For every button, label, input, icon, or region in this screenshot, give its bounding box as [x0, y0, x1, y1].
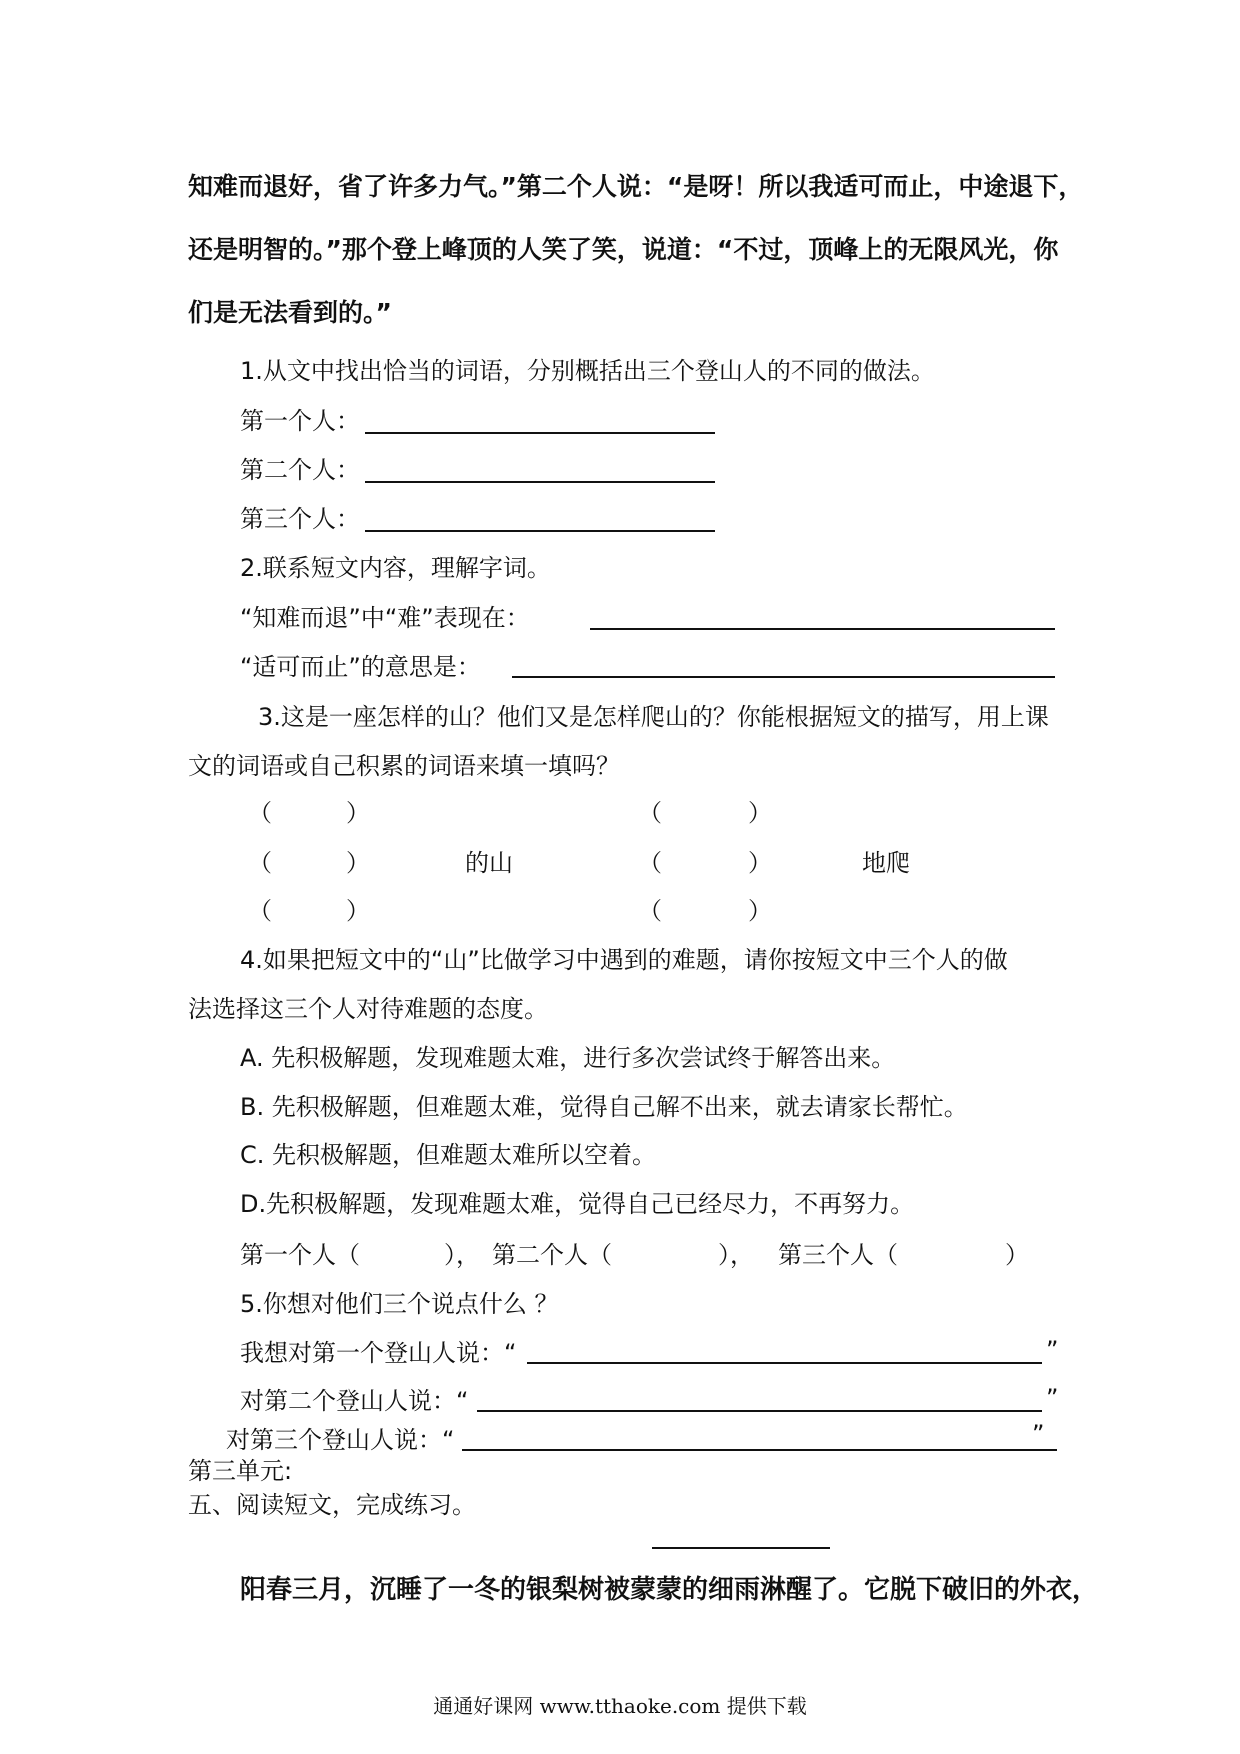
q3-paren-open: （ [248, 849, 272, 877]
q5-close-quote: ” [1032, 1420, 1045, 1448]
q2-part-b-blank[interactable] [512, 676, 1055, 678]
q3-paren-close: ） [748, 799, 772, 827]
unit3-task: 五、阅读短文，完成练习。 [188, 1491, 476, 1519]
q5-close-quote: ” [1046, 1336, 1059, 1364]
q3-mountain-suffix: 的山 [465, 849, 513, 877]
q3-paren-close: ） [346, 897, 370, 925]
q1-person1-label: 第一个人： [240, 407, 360, 435]
q3-paren-open: （ [638, 897, 662, 925]
q4-title-line-2: 法选择这三个人对待难题的态度。 [188, 995, 548, 1023]
q3-title-line-1: 3.这是一座怎样的山？他们又是怎样爬山的？你能根据短文的描写，用上课 [258, 703, 1049, 731]
q5-statement-1-blank[interactable] [527, 1362, 1042, 1364]
passage-line-3: 们是无法看到的。” [188, 298, 392, 327]
q4-answer-person1: 第一个人（ [240, 1241, 360, 1269]
page-footer: 通通好课网 www.tthaoke.com 提供下载 [433, 1694, 807, 1718]
q5-statement-1-label: 我想对第一个登山人说：“ [240, 1339, 517, 1367]
passage-line-2: 还是明智的。”那个登上峰顶的人笑了笑，说道：“不过，顶峰上的无限风光，你 [188, 235, 1059, 264]
q2-title: 2.联系短文内容，理解字词。 [240, 554, 551, 582]
q2-part-a: “知难而退”中“难”表现在： [240, 604, 530, 632]
q5-statement-3-blank[interactable] [462, 1449, 1057, 1451]
q4-answer-person2: 第二个人（ [492, 1241, 612, 1269]
q1-person1-blank[interactable] [365, 432, 715, 434]
unit3-heading: 第三单元: [188, 1457, 293, 1485]
unit3-title-blank[interactable] [652, 1547, 830, 1549]
q2-part-a-blank[interactable] [590, 628, 1055, 630]
q4-title-line-1: 4.如果把短文中的“山”比做学习中遇到的难题，请你按短文中三个人的做 [240, 946, 1008, 974]
q3-paren-open: （ [638, 849, 662, 877]
q4-answer-person3: 第三个人（ [778, 1241, 898, 1269]
q4-option-d: D.先积极解题，发现难题太难，觉得自己已经尽力，不再努力。 [240, 1190, 915, 1218]
q1-person2-label: 第二个人： [240, 456, 360, 484]
q4-option-b: B. 先积极解题，但难题太难，觉得自己解不出来，就去请家长帮忙。 [240, 1093, 968, 1121]
passage-line-1: 知难而退好，省了许多力气。”第二个人说：“是呀！所以我适可而止，中途退下， [188, 172, 1084, 201]
q3-paren-open: （ [248, 897, 272, 925]
q5-statement-2-blank[interactable] [477, 1410, 1042, 1412]
q4-answer-person3-close: ） [1005, 1241, 1029, 1269]
q1-person2-blank[interactable] [365, 481, 715, 483]
q2-part-b: “适可而止”的意思是： [240, 653, 481, 681]
q1-person3-blank[interactable] [365, 530, 715, 532]
q4-option-a: A. 先积极解题，发现难题太难，进行多次尝试终于解答出来。 [240, 1044, 896, 1072]
q3-paren-open: （ [638, 799, 662, 827]
q3-paren-close: ） [346, 799, 370, 827]
unit3-passage-start: 阳春三月，沉睡了一冬的银梨树被蒙蒙的细雨淋醒了。它脱下破旧的外衣， [240, 1575, 1099, 1605]
q5-statement-2-label: 对第二个登山人说：“ [240, 1387, 469, 1415]
q3-paren-close: ） [748, 849, 772, 877]
q4-option-c: C. 先积极解题，但难题太难所以空着。 [240, 1141, 657, 1169]
q3-paren-open: （ [248, 799, 272, 827]
q5-close-quote: ” [1046, 1384, 1059, 1412]
q3-title-line-2: 文的词语或自己积累的词语来填一填吗？ [188, 752, 620, 780]
q1-title: 1.从文中找出恰当的词语，分别概括出三个登山人的不同的做法。 [240, 357, 935, 385]
q1-person3-label: 第三个人： [240, 505, 360, 533]
q4-answer-person2-close: ）， [718, 1241, 754, 1269]
q3-paren-close: ） [346, 849, 370, 877]
q5-statement-3-label: 对第三个登山人说：“ [226, 1426, 455, 1454]
q4-answer-person1-close: ）， [444, 1241, 480, 1269]
q3-paren-close: ） [748, 897, 772, 925]
q3-climb-suffix: 地爬 [862, 849, 910, 877]
q5-title: 5.你想对他们三个说点什么 ？ [240, 1290, 559, 1318]
